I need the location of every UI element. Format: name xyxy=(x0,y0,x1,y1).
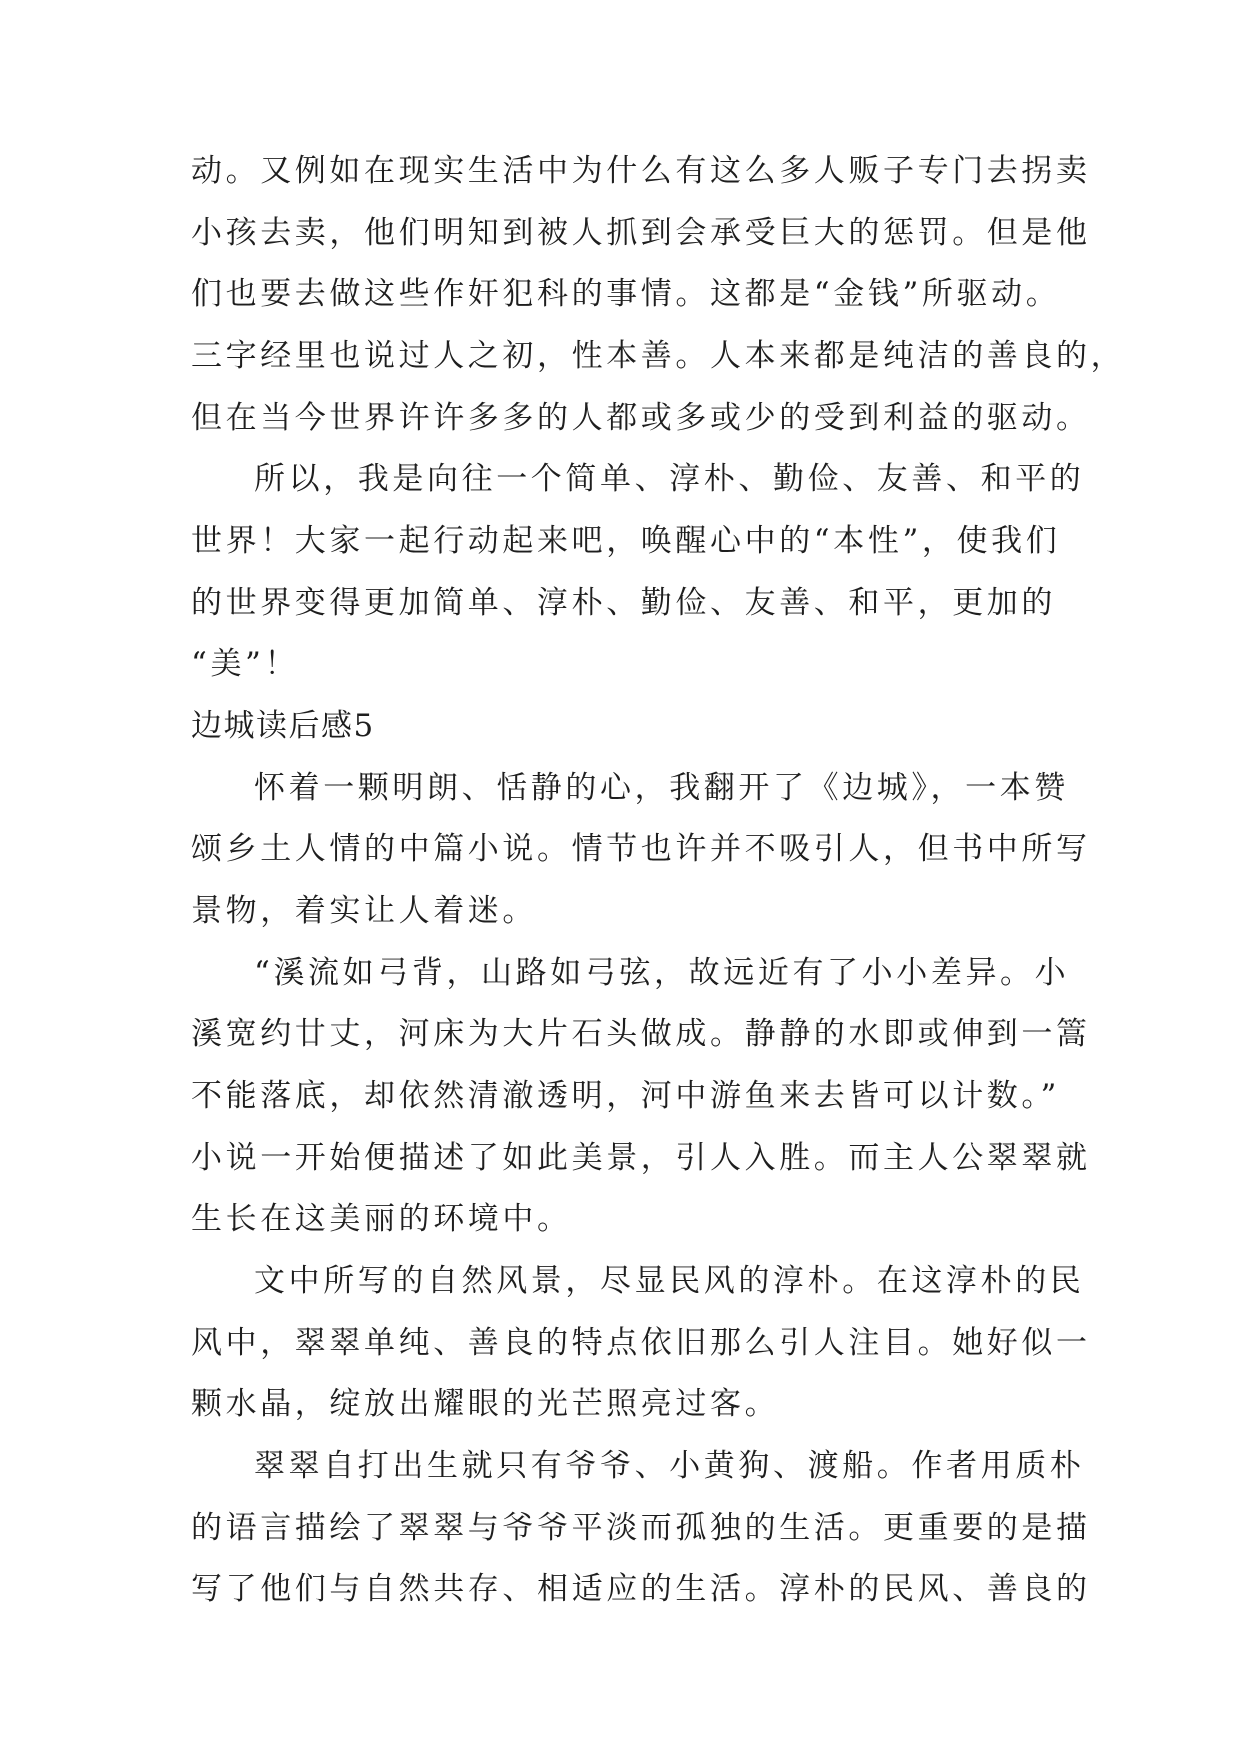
text-line: 但在当今世界许许多多的人都或多或少的受到利益的驱动。 xyxy=(191,400,1091,436)
text-line: 颗水晶，绽放出耀眼的光芒照亮过客。 xyxy=(191,1386,780,1422)
text-line: 风中，翠翠单纯、善良的特点依旧那么引人注目。她好似一 xyxy=(191,1325,1091,1361)
text-line: 景物，着实让人着迷。 xyxy=(191,893,537,929)
text-line: 颂乡土人情的中篇小说。情节也许并不吸引人，但书中所写 xyxy=(191,831,1091,867)
paragraph-start-line: 文中所写的自然风景，尽显民风的淳朴。在这淳朴的民 xyxy=(254,1263,1085,1299)
paragraph-start-line: “溪流如弓背，山路如弓弦，故远近有了小小差异。小 xyxy=(254,955,1070,991)
text-line: 不能落底，却依然清澈透明，河中游鱼来去皆可以计数。” xyxy=(191,1078,1060,1114)
text-line: 的语言描绘了翠翠与爷爷平淡而孤独的生活。更重要的是描 xyxy=(191,1510,1091,1546)
text-line: 小说一开始便描述了如此美景，引人入胜。而主人公翠翠就 xyxy=(191,1140,1091,1176)
paragraph-start-line: 怀着一颗明朗、恬静的心，我翻开了《边城》，一本赞 xyxy=(254,770,1069,806)
text-line: 生长在这美丽的环境中。 xyxy=(191,1201,572,1237)
text-line: 三字经里也说过人之初，性本善。人本来都是纯洁的善良的， xyxy=(191,338,1126,374)
text-line: 溪宽约廿丈，河床为大片石头做成。静静的水即或伸到一篙 xyxy=(191,1016,1091,1052)
text-line: 动。又例如在现实生活中为什么有这么多人贩子专门去拐卖 xyxy=(191,153,1091,189)
text-line: 小孩去卖，他们明知到被人抓到会承受巨大的惩罚。但是他 xyxy=(191,215,1091,251)
paragraph-start-line: 翠翠自打出生就只有爷爷、小黄狗、渡船。作者用质朴 xyxy=(254,1448,1085,1484)
section-heading: 边城读后感5 xyxy=(191,708,375,744)
paragraph-start-line: 所以，我是向往一个简单、淳朴、勤俭、友善、和平的 xyxy=(254,461,1085,497)
text-line: “美”！ xyxy=(191,646,300,682)
text-line: 的世界变得更加简单、淳朴、勤俭、友善、和平，更加的 xyxy=(191,585,1056,621)
text-line: 世界！大家一起行动起来吧，唤醒心中的“本性”，使我们 xyxy=(191,523,1061,559)
text-line: 写了他们与自然共存、相适应的生活。淳朴的民风、善良的 xyxy=(191,1571,1091,1607)
text-line: 们也要去做这些作奸犯科的事情。这都是“金钱”所驱动。 xyxy=(191,276,1061,312)
